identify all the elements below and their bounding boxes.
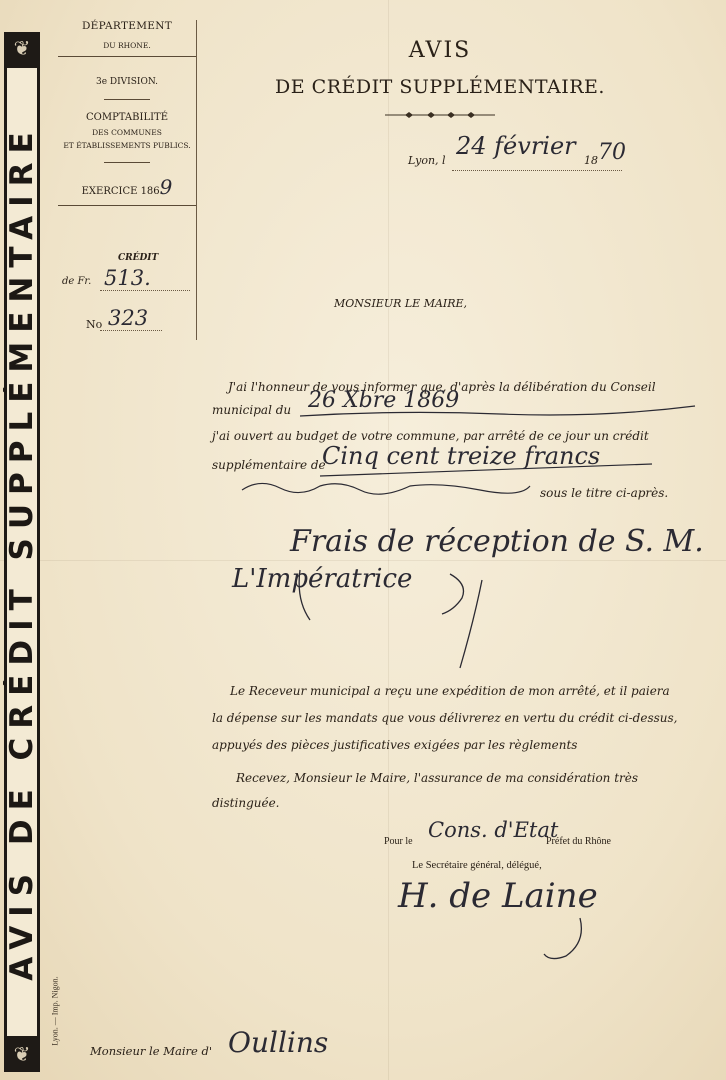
communes-label: DES COMMUNES [92,128,162,137]
titre-handwritten-2: L'Impératrice [232,564,413,594]
document-title: AVIS [408,38,472,63]
department-label: DÉPARTEMENT [81,20,173,32]
divider [58,56,196,57]
prefet-label: Préfet du Rhône [546,836,611,847]
divider [58,205,196,206]
number-label: No [86,318,103,331]
titre-flourish [292,560,492,674]
banner-title: AVIS DE CRÉDIT SUPPLÉMENTAIRE [4,123,40,981]
paragraph-1-line-4: supplémentaire de [212,458,326,472]
titre-handwritten-1: Frais de réception de S. M. [290,524,704,559]
credit-dotted-line [100,290,190,291]
deliberation-underline [300,404,700,420]
signature-handwritten: H. de Laine [398,876,598,916]
place-label: Lyon, l [408,154,446,167]
division-label: 3e DIVISION. [96,77,158,87]
paragraph-3-line-2: distinguée. [212,796,280,810]
salutation: MONSIEUR LE MAIRE, [334,297,468,310]
footer-maire-label: Monsieur le Maire d' [90,1044,212,1058]
paragraph-2-line-2: la dépense sur les mandats que vous délivrerez en vertu du crédit ci-dessus, [212,711,678,725]
ornament-icon: ❦ [13,36,31,60]
printer-imprint: Lyon. — Imp. Nigon. [50,976,60,1046]
pour-le-label: Pour le [384,836,413,847]
credit-amount-handwritten: 513. [104,266,151,290]
exercice-field: EXERCICE 1869 [81,175,173,199]
paragraph-1-line-5: sous le titre ci-après. [540,486,669,500]
ornament-icon: ❦ [13,1042,31,1066]
paragraph-2-line-1: Le Receveur municipal a reçu une expédition de mon arrêté, et il paiera [230,684,670,698]
date-dotted-line [452,170,622,171]
deliberation-date-handwritten: 26 Xbre 1869 [308,388,460,413]
divider [104,99,150,100]
commune-handwritten: Oullins [228,1026,329,1059]
credit-label: CRÉDIT [118,253,159,263]
year-handwritten: 70 [598,140,626,165]
column-divider [196,20,197,340]
paragraph-3-line-1: Recevez, Monsieur le Maire, l'assurance de ma considération très [236,771,639,785]
flourish-ornament [385,110,495,120]
signature-flourish [530,916,590,962]
cons-etat-handwritten: Cons. d'Etat [428,818,559,842]
department-name: DU RHONE. [103,41,151,50]
secretaire-label: Le Secrétaire général, délégué, [412,860,542,871]
comptabilite-label: COMPTABILITÉ [85,112,169,123]
side-banner [4,32,40,1072]
paragraph-2-line-3: appuyés des pièces justificatives exigées par les règlements [212,738,578,752]
paragraph-1-line-2: municipal du [212,403,292,417]
divider [104,162,150,163]
year-prefix: 18 [584,154,598,167]
number-dotted-line [100,330,162,331]
document-subtitle: DE CRÉDIT SUPPLÉMENTAIRE. [275,76,605,98]
exercice-handwritten: 9 [159,175,173,199]
date-handwritten: 24 février [456,132,576,160]
etablissements-label: ET ÉTABLISSEMENTS PUBLICS. [63,141,191,150]
amount-handwritten: Cinq cent treize francs [322,442,601,470]
credit-fr-label: de Fr. [62,276,92,287]
paragraph-1-line-1: J'ai l'honneur de vous informer que, d'après la délibération du Conseil [228,380,656,394]
admin-column [58,20,196,206]
number-handwritten: 323 [108,306,149,330]
paragraph-1-line-3: j'ai ouvert au budget de votre commune, par arrêté de ce jour un crédit [212,429,649,443]
